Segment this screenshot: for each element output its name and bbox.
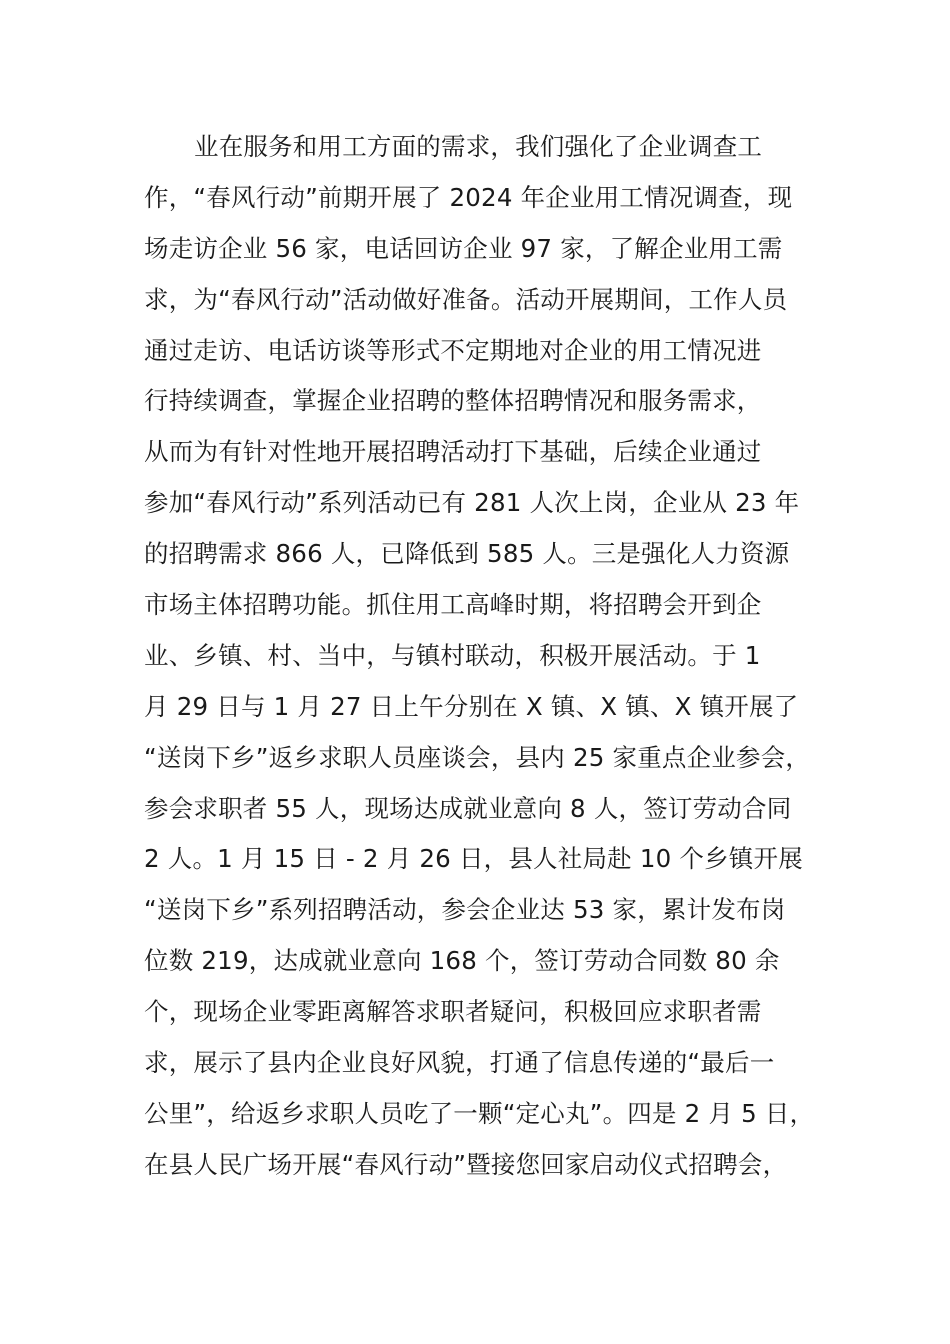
text-line-9: 的招聘需求 866 人，已降低到 585 人。三是强化人力资源: [144, 539, 790, 569]
text-line-18: 个，现场企业零距离解答求职者疑问，积极回应求职者需: [144, 997, 762, 1027]
text-line-11: 业、乡镇、村、当中，与镇村联动，积极开展活动。于 1: [144, 640, 761, 670]
text-line-21: 在县人民广场开展“春风行动”暨接您回家启动仪式招聘会，: [144, 1149, 788, 1179]
text-line-1: 业在服务和用工方面的需求，我们强化了企业调查工: [194, 132, 763, 161]
text-line-13: “送岗下乡”返乡求职人员座谈会，县内 25 家重点企业参会，: [144, 742, 811, 772]
text-line-14: 参会求职者 55 人，现场达成就业意向 8 人，签订劳动合同: [144, 793, 792, 823]
text-line-4: 求，为“春风行动”活动做好准备。活动开展期间，工作人员: [144, 284, 788, 314]
text-line-20: 公里”，给返乡求职人员吃了一颗“定心丸”。四是 2 月 5 日，: [144, 1098, 815, 1128]
text-line-5: 通过走访、电话访谈等形式不定期地对企业的用工情况进: [144, 335, 762, 365]
text-line-15: 2 人。1 月 15 日 - 2 月 26 日，县人社局赴 10 个乡镇开展: [144, 844, 803, 874]
text-line-7: 从而为有针对性地开展招聘活动打下基础，后续企业通过: [144, 437, 762, 467]
text-line-12: 月 29 日与 1 月 27 日上午分别在 X 镇、X 镇、X 镇开展了: [144, 691, 799, 721]
text-line-3: 场走访企业 56 家，电话回访企业 97 家，了解企业用工需: [144, 233, 783, 263]
body-text: [144, 122, 844, 1191]
text-line-8: 参加“春风行动”系列活动已有 281 人次上岗，企业从 23 年: [144, 488, 800, 518]
text-line-16: “送岗下乡”系列招聘活动，参会企业达 53 家，累计发布岗: [144, 895, 786, 925]
text-line-10: 市场主体招聘功能。抓住用工高峰时期，将招聘会开到企: [144, 590, 762, 620]
text-line-6: 行持续调查，掌握企业招聘的整体招聘情况和服务需求，: [144, 386, 762, 416]
text-line-2: 作，“春风行动”前期开展了 2024 年企业用工情况调查，现: [144, 182, 793, 212]
text-line-19: 求，展示了县内企业良好风貌，打通了信息传递的“最后一: [144, 1048, 775, 1078]
text-line-17: 位数 219，达成就业意向 168 个，签订劳动合同数 80 余: [144, 946, 780, 976]
